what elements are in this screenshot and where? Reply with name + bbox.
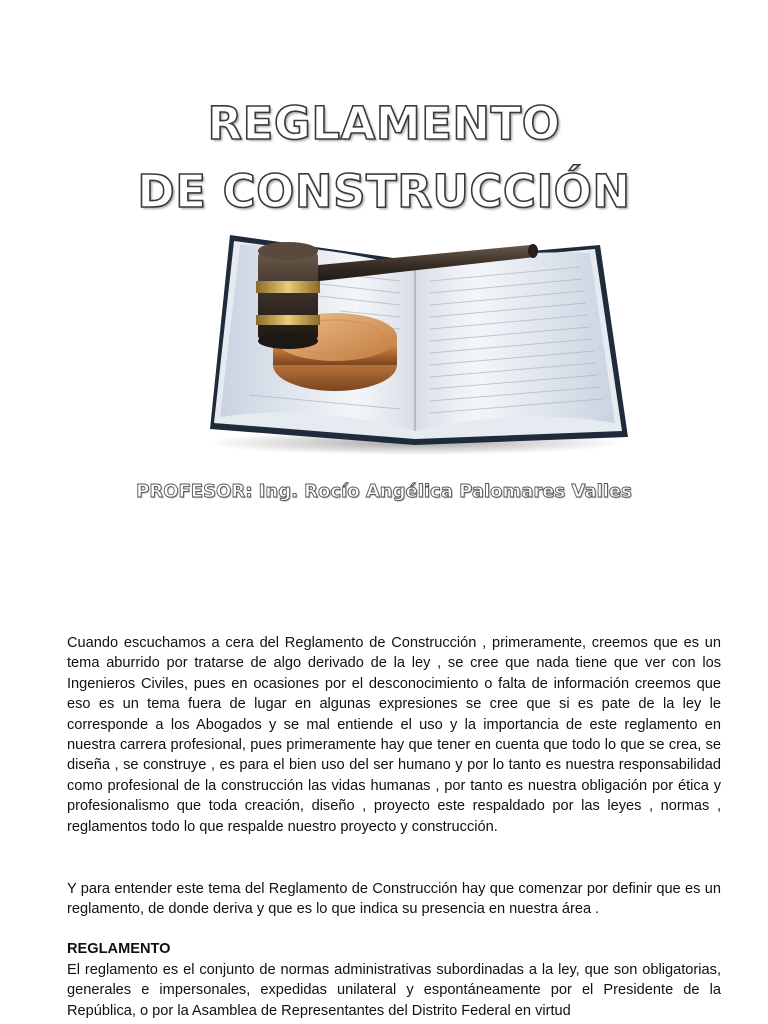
section-heading-reglamento: REGLAMENTO	[67, 941, 171, 957]
document-title-line-1: REGLAMENTO	[207, 97, 561, 150]
reglamento-definition-paragraph	[67, 960, 721, 1021]
document-title-line-2: DE CONSTRUCCIÓN	[137, 165, 631, 218]
paragraph-1: Cuando escuchamos a cera del Reglamento de Construcción , primeramente, creemos que es un tema aburrido por tratarse de algo derivado de la ley , se cree que nada tiene que ver con los Ingenieros Civiles, pues en ocasiones por el desconocimiento o falta de información creemos que eso es un tema fuera de lugar en algunas expresiones se cree que si es pate de la ley le corresponde a los Abogados y se mal entiende el uso y la importancia de este reglamento en nuestra carrera profesional, pues primeramente hay que tener en cuenta que todo lo que se crea, se diseña , se construye , es para el bien uso del ser humano y por lo tanto es nuestra responsabilidad como profesional de la construcción las vidas humanas , por tanto es nuestra obligación por ética y profesionalismo que toda creación, diseño , proyecto este respaldado por las leyes , normas , reglamentos todo lo que respalde nuestro proyecto y construcción.	[67, 635, 721, 835]
gavel-on-open-book-icon	[190, 225, 630, 455]
definition-intro-paragraph	[67, 879, 721, 920]
professor-name: PROFESOR: Ing. Rocío Angélica Palomares Valles	[136, 481, 632, 502]
intro-paragraph	[67, 633, 721, 837]
paragraph-2: Y para entender este tema del Reglamento de Construcción hay que comenzar por definir que es un reglamento, de donde deriva y que es lo que indica su presencia en nuestra área .	[67, 881, 721, 918]
paragraph-3: El reglamento es el conjunto de normas administrativas subordinadas a la ley, que son obligatorias, generales e impersonales, expedidas unilateral y espontáneamente por el Presidente de la República, o por la Asamblea de Representantes del Distrito Federal en virtud	[67, 962, 721, 1019]
